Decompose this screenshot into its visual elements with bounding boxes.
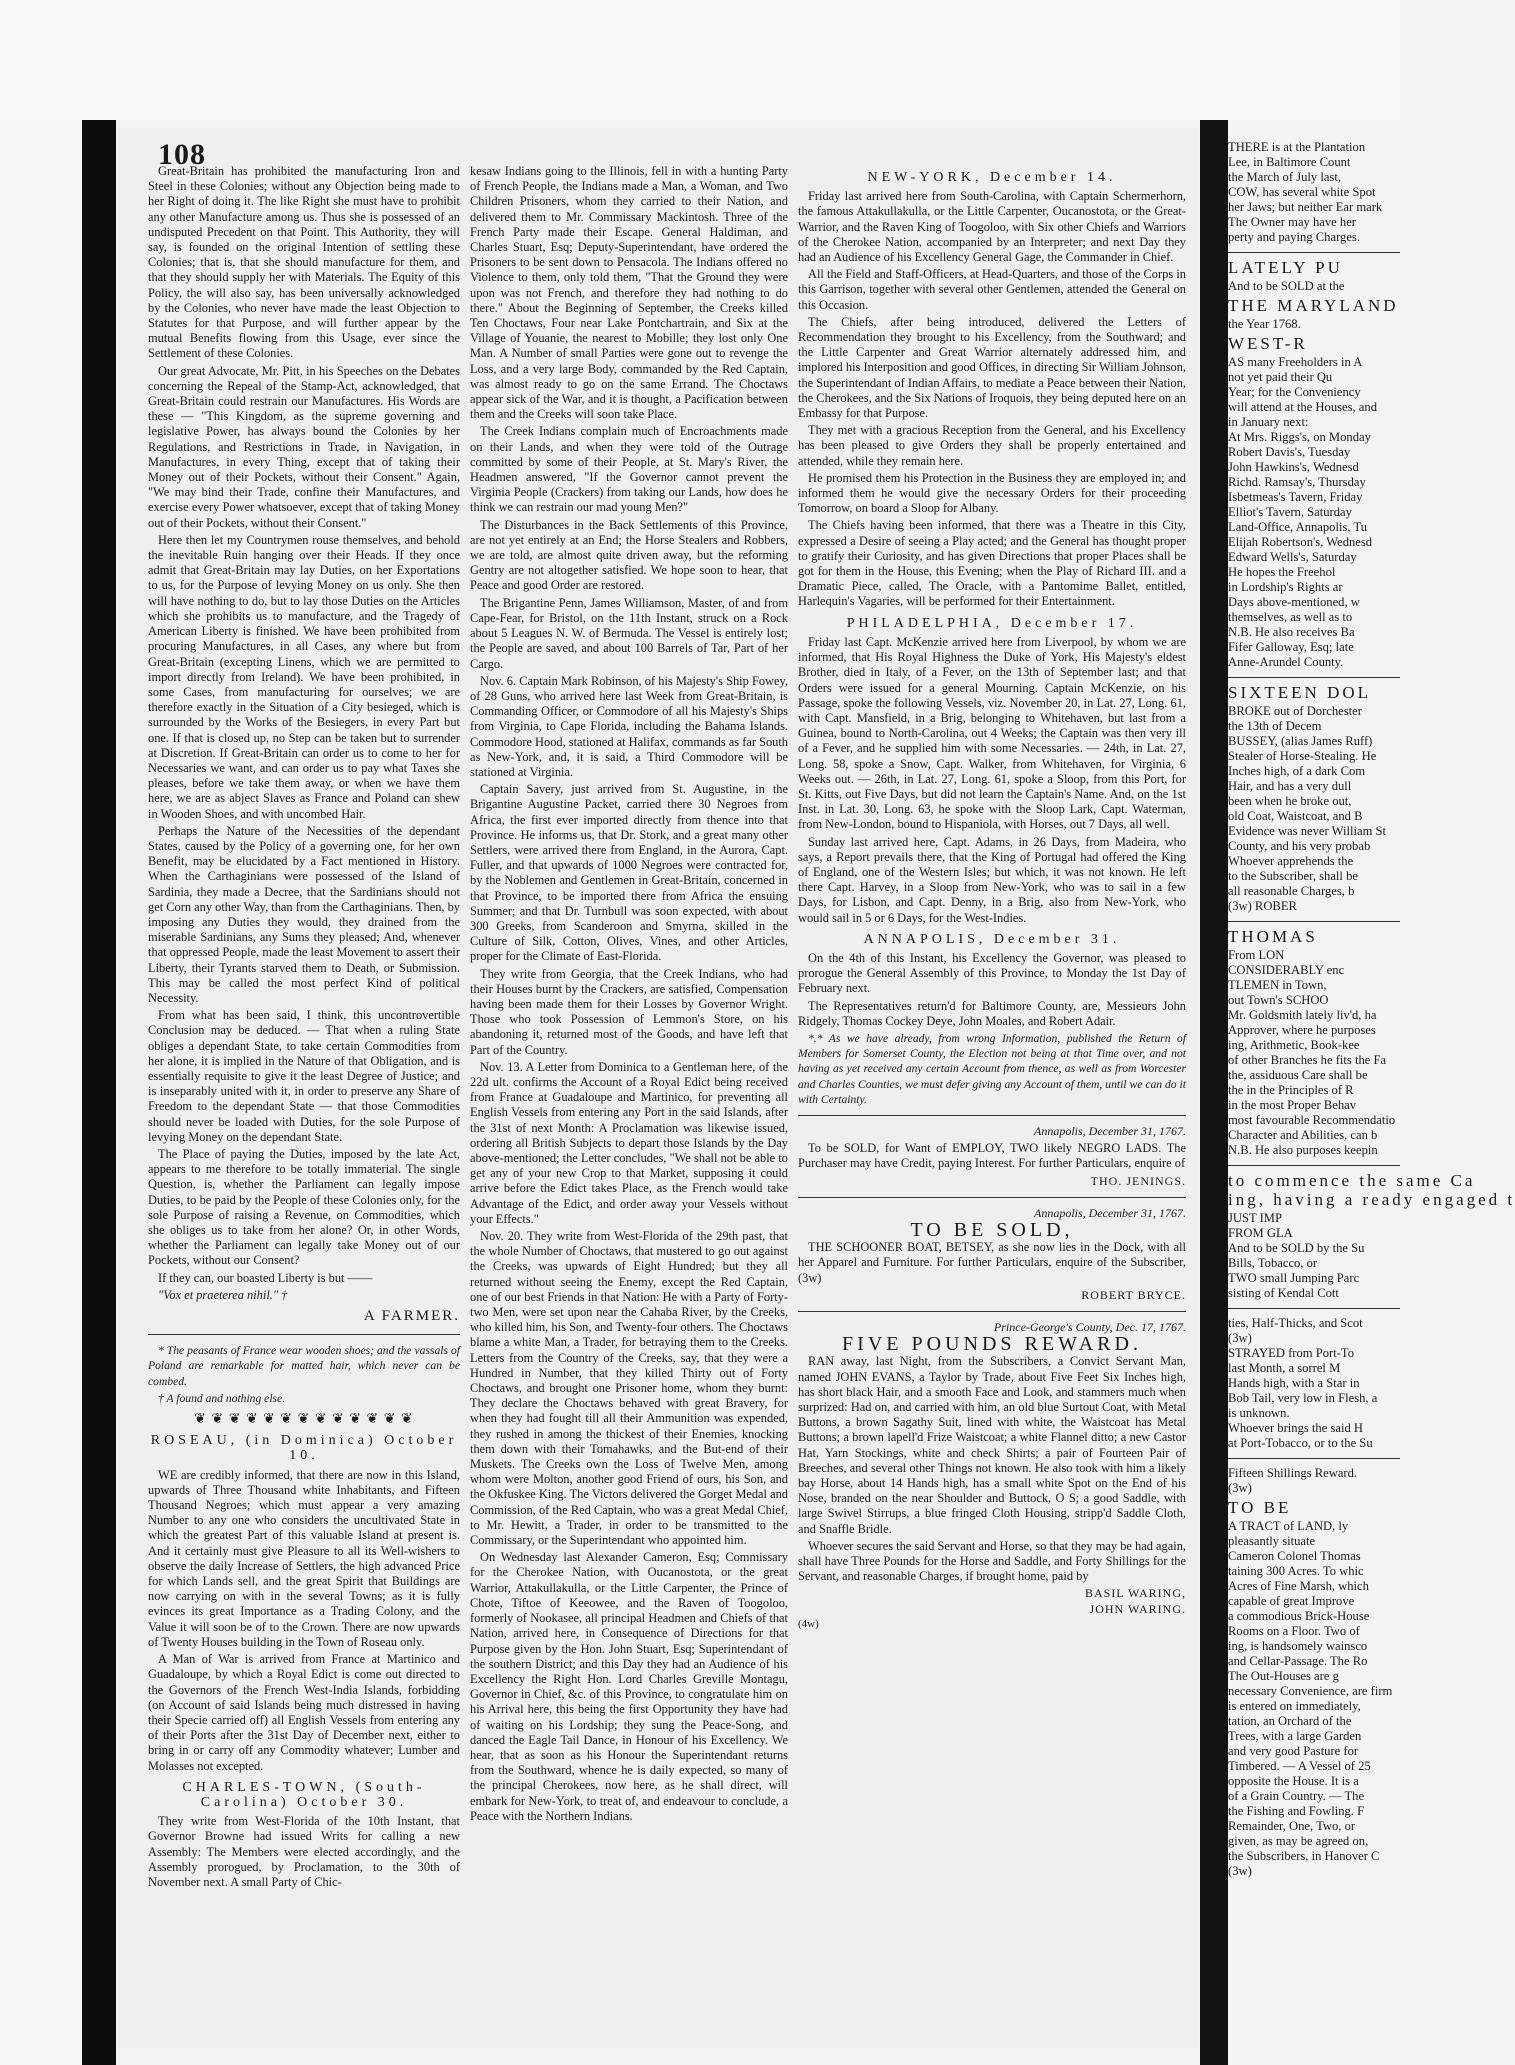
adjacent-page-line: Year; for the Conveniency xyxy=(1228,385,1361,399)
scan-left-margin xyxy=(0,120,82,2065)
adjacent-page-line: ing, Arithmetic, Book-kee xyxy=(1228,1038,1360,1052)
essay-paragraph: Great-Britain has prohibited the manufacturing Iron and Steel in these Colonies; without any Objection being made to her Right of doing it. The like Right she must have to prohibit any other Manufacture among us. Thus she is possessed of an undisputed Precedent on that Point. This Authority, they will say, is founded on the original Intention of settling these Colonies; that is, that she should manufacture for them, and that they should supply her with Materials. The Equity of this Policy, the will also say, has been universally acknowledged by the Colonies, who never have made the least Objection to Statutes for that Purpose, and will further appear by the mutual Benefits flowing from this Usage, ever since the Settlement of these Colonies. xyxy=(148,164,460,361)
adjacent-page-line: ties, Half-Thicks, and Scot xyxy=(1228,1316,1363,1330)
news-paragraph: kesaw Indians going to the Illinois, fell in with a hunting Party of French People, the Indians made a Man, a Woman, and Two Children Prisoners, whom they carried to their Nation, and delivered them to Mr. Commissary Mackintosh. Three of the French Party made their Escape. General Haldiman, and Charles Stuart, Esq; Deputy-Superintendant, have ordered the Prisoners to be sent down to Pensacola. The Indians offered no Violence to them, only told them, "That the Ground they were upon was not French, and therefore they had nothing to do there." About the Beginning of September, the Creeks killed Ten Choctaws, Four near Lake Pontchartrain, and Six at the Village of Youanie, the nearest to Mobille; they lost only One Man. A Number of small Parties were gone out to revenge the Loss, and a very large Body, commanded by the Red Captain, was almost ready to go on the same Errand. The Choctaws appear sick of the War, and it is thought, a Pacification between them and the Creeks will soon take Place. xyxy=(470,164,788,422)
adjacent-page-line: out Town's SCHOO xyxy=(1228,993,1329,1007)
adjacent-page-line: Elliot's Tavern, Saturday xyxy=(1228,505,1352,519)
adjacent-page-line: of other Branches he fits the Fa xyxy=(1228,1053,1387,1067)
adjacent-page-line: Bob Tail, very low in Flesh, a xyxy=(1228,1391,1378,1405)
divider xyxy=(1228,1165,1400,1166)
adjacent-page-line: opposite the House. It is a xyxy=(1228,1774,1359,1788)
news-paragraph: They met with a gracious Reception from the General, and his Excellency has been pleased to give Orders they shall be properly entertained and attended, while they remain here. xyxy=(798,423,1186,468)
adjacent-page-line: Land-Office, Annapolis, Tu xyxy=(1228,520,1367,534)
adjacent-page-line: AS many Freeholders in A xyxy=(1228,355,1363,369)
divider xyxy=(1228,677,1400,678)
adjacent-page-line: WEST-R xyxy=(1228,334,1308,353)
adjacent-page-line: a commodious Brick-House xyxy=(1228,1609,1370,1623)
adjacent-page-line: been when he broke out, xyxy=(1228,794,1352,808)
adjacent-page-line: given, as may be agreed on, xyxy=(1228,1834,1369,1848)
adjacent-page-line: ing, having a ready engaged t xyxy=(1228,1190,1515,1209)
adjacent-page-line: BUSSEY, (alias James Ruff) xyxy=(1228,734,1373,748)
news-paragraph: Nov. 6. Captain Mark Robinson, of his Majesty's Ship Fowey, of 28 Guns, who arrived here last Week from Great-Britain, is Commanding Officer, or Commodore of all his Majesty's Ships from Virginia, to Cape Florida, including the Bahama Islands. Commodore Hood, stationed at Halifax, commands as far South as New-York, and, it is said, a Third Commodore will be stationed at Virginia. xyxy=(470,673,788,779)
adjacent-page-line: the Subscribers, in Hanover C xyxy=(1228,1849,1380,1863)
adjacent-page-line: STRAYED from Port-To xyxy=(1228,1346,1354,1360)
adjacent-page-line: tation, an Orchard of the xyxy=(1228,1714,1352,1728)
news-paragraph: They write from West-Florida of the 10th Instant, that Governor Browne had issued Writs for calling a new Assembly: The Members were elected accordingly, and the Assembly prorogued, by Proclamation, to the 30th of November next. A small Party of Chic- xyxy=(148,1814,460,1889)
ad-date: Prince-George's County, Dec. 17, 1767. xyxy=(993,1320,1186,1335)
adjacent-page-line: Inches high, of a dark Com xyxy=(1228,764,1366,778)
adjacent-page-line: John Hawkins's, Wednesd xyxy=(1228,460,1359,474)
footnote: † A found and nothing else. xyxy=(158,1391,286,1405)
adjacent-page-line: is entered on immediately, xyxy=(1228,1699,1361,1713)
adjacent-page-line: JUST IMP xyxy=(1228,1211,1283,1225)
dateline-roseau: ROSEAU, (in Dominica) October 10. xyxy=(150,1433,458,1464)
adjacent-page-line: THE MARYLAND xyxy=(1228,296,1399,315)
adjacent-page-line: last Month, a sorrel M xyxy=(1228,1361,1341,1375)
dateline-annapolis: ANNAPOLIS, December 31. xyxy=(863,931,1121,947)
adjacent-page-line: Days above-mentioned, w xyxy=(1228,595,1360,609)
adjacent-page-line: Lee, in Baltimore Count xyxy=(1228,155,1351,169)
divider xyxy=(798,1115,1186,1116)
ad-date: Annapolis, December 31, 1767. xyxy=(1034,1205,1186,1220)
news-paragraph: They write from Georgia, that the Creek Indians, who had their Houses burnt by the Crackers, are satisfied, Compensation having been made them for their Losses by Governor Wright. Those who took Possession of Lemmon's Store, on his abandoning it, returned most of the Goods, and have left that Part of the Country. xyxy=(470,966,788,1057)
adjacent-page-line: Hands high, with a Star in xyxy=(1228,1376,1360,1390)
adjacent-page-line: Whoever apprehends the xyxy=(1228,854,1354,868)
adjacent-page-line: Richd. Ramsay's, Thursday xyxy=(1228,475,1366,489)
news-paragraph: The Brigantine Penn, James Williamson, Master, of and from Cape-Fear, for Bristol, on the 11th Instant, struck on a Rock about 5 Leagues N. W. of Bermuda. The Vessel is entirely lost; the People are saved, and about 100 Barrels of Tar, Part of her Cargo. xyxy=(470,595,788,671)
adjacent-page-line: of a Grain Country. — The xyxy=(1228,1789,1365,1803)
adjacent-page-line: THERE is at the Plantation xyxy=(1228,140,1366,154)
adjacent-page-line: Stealer of Horse-Stealing. He xyxy=(1228,749,1377,763)
essay-paragraph: If they can, our boasted Liberty is but —— xyxy=(158,1270,373,1285)
adjacent-page-line: perty and paying Charges. xyxy=(1228,230,1360,244)
adjacent-page-line: TLEMEN in Town, xyxy=(1228,978,1327,992)
adjacent-page-line: He hopes the Freehol xyxy=(1228,565,1336,579)
adjacent-page-line: old Coat, Waistcoat, and B xyxy=(1228,809,1363,823)
adjacent-page-line: County, and his very probab xyxy=(1228,839,1371,853)
advertisement-negro-lads: To be SOLD, for Want of EMPLOY, TWO likely NEGRO LADS. The Purchaser may have Credit, paying Interest. For further Particulars, enquire of xyxy=(798,1141,1186,1171)
essay-paragraph: The Place of paying the Duties, imposed by the late Act, appears to me therefore to be totally immaterial. The single Question, is, whether the Parliament can legally impose Duties, to be paid by the People of these Colonies only, for the sole Purpose of raising a Revenue, on Commodities, which she obliges us to take from her alone? Or, in other Words, whether the Parliament can legally take Money out of our Pockets, without our Consent? xyxy=(148,1147,460,1268)
adjacent-page-line: Fifteen Shillings Reward. xyxy=(1228,1466,1358,1480)
adjacent-page-line: at Port-Tobacco, or to the Su xyxy=(1228,1436,1373,1450)
news-paragraph: Captain Savery, just arrived from St. Augustine, in the Brigantine Augustine Packet, carried there 30 Negroes from Africa, the first ever imported directly from thence into that Province. He informs us, that Dr. Stork, and a great many other Settlers, were arrived there from England, in the Aurora, Capt. Fuller, and that upwards of 1000 Negroes were contracted for, by the Noblemen and Gentlemen in Great-Britain, concerned in that Province, to be imported there from Africa the ensuing Summer; and that Dr. Turnbull was soon expected, with about 300 Greeks, from Scanderoon and Smyrna, skilled in the Culture of Silk, Cotton, Olives, Vines, and other Articles, proper for the Climate of East-Florida. xyxy=(470,782,788,964)
adjacent-page-line: most favourable Recommendatio xyxy=(1228,1113,1396,1127)
news-paragraph: He promised them his Protection in the Business they are employed in; and informed them he would give the necessary Orders for their proceeding Tomorrow, on board a Sloop for Albany. xyxy=(798,470,1186,516)
adjacent-page-line: the Fishing and Fowling. F xyxy=(1228,1804,1365,1818)
news-paragraph: The Disturbances in the Back Settlements of this Province, are not yet entirely at an End; the Horse Stealers and Robbers, we are told, are almost quite driven away, but the reforming Gentry are not altogether satisfied. We hope soon to hear, that Peace and good Order are restored. xyxy=(470,517,788,593)
adjacent-page-line: TO BE xyxy=(1228,1498,1292,1517)
adjacent-page-line: to commence the same Ca xyxy=(1228,1171,1476,1190)
adjacent-page-line: THOMAS xyxy=(1228,927,1318,946)
binding-gutter-right xyxy=(1200,120,1228,2065)
adjacent-page-line: CONSIDERABLY enc xyxy=(1228,963,1345,977)
adjacent-page-line: sisting of Kendal Cott xyxy=(1228,1286,1339,1300)
adjacent-page-line: will attend at the Houses, and xyxy=(1228,400,1377,414)
ad-date: Annapolis, December 31, 1767. xyxy=(1034,1123,1186,1138)
adjacent-page-line: not yet paid their Qu xyxy=(1228,370,1333,384)
news-paragraph: The Representatives return'd for Baltimore County, are, Messieurs John Ridgely, Thomas Cockey Deye, John Moales, and Robert Adair. xyxy=(798,998,1186,1028)
scan-top-margin xyxy=(0,0,1400,120)
essay-quote: "Vox et praeterea nihil." † xyxy=(158,1287,288,1302)
adjacent-page-line: Whoever brings the said H xyxy=(1228,1421,1363,1435)
adjacent-page-line: Hair, and has a very dull xyxy=(1228,779,1352,793)
divider xyxy=(798,1311,1186,1312)
adjacent-page-line: Robert Davis's, Tuesday xyxy=(1228,445,1351,459)
adjacent-page-line: At Mrs. Riggs's, on Monday xyxy=(1228,430,1371,444)
adjacent-page-line: taining 300 Acres. To whic xyxy=(1228,1564,1364,1578)
adjacent-page-line: The Out-Houses are g xyxy=(1228,1669,1339,1683)
dateline-charlestown: CHARLES-TOWN, (South-Carolina) October 30. xyxy=(182,1779,426,1810)
adjacent-page-line: Cameron Colonel Thomas xyxy=(1228,1549,1361,1563)
news-paragraph: Sunday last arrived here, Capt. Adams, in 26 Days, from Madeira, who says, a Report prevails there, that the King of Portugal had offered the King of England, one of the Western Isles; but which, it was not known. He left there Capt. Harvey, in a Sloop from New-York, who was to sail in a few Days, for Lisbon, and Capt. Denny, in a Brig, also from New-York, who would sail in 5 or 6 Days, for the West-Indies. xyxy=(798,834,1186,925)
column-3 xyxy=(798,164,1186,1632)
ad-signature: JOHN WARING. xyxy=(1089,1601,1186,1616)
adjacent-page-line: (3w) xyxy=(1228,1864,1252,1878)
news-paragraph: Nov. 20. They write from West-Florida of the 29th past, that the whole Number of Choctaws, that mustered to go out against the Creeks, was upwards of Eight Hundred; but they all returned without seeing the Enemy, except the Red Captain, one of our best Friends in that Nation: He with a Party of Forty-two Men, were set upon near the Cahaba River, by the Creeks, who killed him, his Son, and Twenty-four others. The Choctaws blame a white Man, a Trader, for betraying them to the Creeks. Letters from the Country of the Creeks, say, that they were a Hundred in Number, that they killed Thirty out of Forty Choctaws, and brought one Prisoner home, whom they burnt: They declare the Choctaws behaved with great Bravery, for when they had fought till all their Ammunition was expended, they rushed in among the thickest of their Enemies, knocking them down with their Tomahawks, and the But-end of their Muskets. The Creeks own the Loss of Twelve Men, among whom were Molton, another good Friend of ours, his Son, and the Okfuskee King. The Victors delivered the Gorget Medal and Commission, of the Red Captain, who was a great Medal Chief, to Mr. Hewitt, a Trader, in order to be transmitted to the Commissary, or the Superintendant who appointed him. xyxy=(470,1229,788,1548)
adjacent-page-line: the Year 1768. xyxy=(1228,317,1301,331)
news-paragraph: Friday last arrived here from South-Carolina, with Captain Schermerhorn, the famous Attakullakulla, or the Little Carpenter, Oucanostota, or the Great-Warrior, and the Raven King of Toogoloo, with Six other Chiefs and Warriors of the Cherokee Nation, accompanied by an Interpreter; and next Day they had an Audience of his Excellency General Gage, the Commander in Chief. xyxy=(798,189,1186,265)
news-paragraph: WE are credibly informed, that there are now in this Island, upwards of Three Thousand white Inhabitants, and Fifteen Thousand Negroes; which must appear a very amazing Number to any one who considers the uncultivated State in which the greatest Part of this valuable Island at present is. And it certainly must give Pleasure to all its Well-wishers to observe the daily Increase of Settlers, the high advanced Price for which Lands sell, and the great Spirit that Buildings are now carrying on with in the several Towns; as it is fully evinces its great Importance as a Trading Colony, and the Value it will soon be of to the Crown. There are now upwards of Twenty Houses building in the Town of Roseau only. xyxy=(148,1467,460,1649)
adjacent-page-line: (3w) xyxy=(1228,1481,1252,1495)
essay-paragraph: Our great Advocate, Mr. Pitt, in his Speeches on the Debates concerning the Repeal of the Stamp-Act, acknowledged, that Great-Britain could restrain our Manufactures. His Words are these — "This Kingdom, as the supreme governing and legislative Power, has always bound the Colonies by her Regulations, and Restrictions in Trade, in Navigation, in Manufactures, in every Thing, except that of taking their Money out of their Pockets, without their Consent." Again, "We may bind their Trade, confine their Manufactures, and exercise every Power whatsoever, except that of taking Money out of their Pockets, without their Consent." xyxy=(148,363,460,530)
advertisement-runaway: Whoever secures the said Servant and Horse, so that they may be had again, shall have Three Pounds for the Horse and Saddle, and Forty Shillings for the Servant, and reasonable Charges, if brought home, paid by xyxy=(798,1538,1186,1584)
adjacent-page-line: The Owner may have her xyxy=(1228,215,1356,229)
adjacent-page-line: the in the Principles of R xyxy=(1228,1083,1354,1097)
adjacent-page-line: And to be SOLD at the xyxy=(1228,279,1345,293)
adjacent-page-line: Character and Abilities, can b xyxy=(1228,1128,1378,1142)
editor-note: *.* As we have already, from wrong Information, published the Return of Members for Somerset County, the Election not being at that Time over, and not having as yet received any certain Account from thence, as well as from Worcester and Charles Counties, we must defer giving any Account of them, until we can do it with Certainty. xyxy=(798,1031,1186,1106)
adjacent-page-line: the, assiduous Care shall be xyxy=(1228,1068,1368,1082)
binding-gutter-left xyxy=(82,120,116,2065)
adjacent-page-line: N.B. He also purposes keepin xyxy=(1228,1143,1378,1157)
adjacent-page-line: Timbered. — A Vessel of 25 xyxy=(1228,1759,1371,1773)
ad-signature: BASIL WARING, xyxy=(1084,1586,1186,1601)
adjacent-page-line: Evidence was never William St xyxy=(1228,824,1387,838)
adjacent-page-line: pleasantly situate xyxy=(1228,1534,1316,1548)
ad-signature: THO. JENINGS. xyxy=(1090,1173,1186,1188)
adjacent-page-fragment xyxy=(1228,140,1515,1879)
adjacent-page-line: her Jaws; but neither Ear mark xyxy=(1228,200,1383,214)
news-paragraph: Nov. 13. A Letter from Dominica to a Gentleman here, of the 22d ult. confirms the Account of a Royal Edict being received from France at Guadaloupe and Martinico, for preventing all English Vessels from entering any Port in the said Islands, after the 31st of next Month: A Proclamation was likewise issued, ordering all British Subjects to depart those Islands by the Day above-mentioned; the Letter concludes, "We shall not be able to get any of your new Crop to that Market, supposing it could arrive before the Edict takes Place, as the French would take Advantage of the Edict, and order away your Vessels without your Effects." xyxy=(470,1059,788,1226)
adjacent-page-line: Trees, with a large Garden xyxy=(1228,1729,1362,1743)
news-paragraph: The Chiefs, after being introduced, delivered the Letters of Recommendation they brought to his Excellency, from the Southward; and the Little Carpenter and Great Warrior alternately addressed him, and implored his Interposition and good Offices, in directing Sir William Johnson, the Superintendant of Indian Affairs, to mediate a Peace between their Nation, the Cherokees, and the Six Nations of Iroquois, they being deputed here on an Embassy for that Purpose. xyxy=(798,314,1186,421)
news-paragraph: The Creek Indians complain much of Encroachments made on their Lands, and when they were told of the Outrage committed by some of their People, at St. Mary's River, the Headmen answered, "If the Governor cannot prevent the Virginia People (Crackers) from taking our Lands, how does he think we can restrain our mad young Men?" xyxy=(470,424,788,515)
adjacent-page-line: SIXTEEN DOL xyxy=(1228,683,1372,702)
column-1 xyxy=(148,164,460,1892)
adjacent-page-line: (3w) xyxy=(1228,1331,1252,1345)
adjacent-page-line: Mr. Goldsmith lately liv'd, ha xyxy=(1228,1008,1377,1022)
adjacent-page-line: N.B. He also receives Ba xyxy=(1228,625,1355,639)
adjacent-page-line: the 13th of Decem xyxy=(1228,719,1322,733)
ad-heading: FIVE POUNDS REWARD. xyxy=(842,1333,1142,1356)
adjacent-page-line: all reasonable Charges, b xyxy=(1228,884,1355,898)
footnote: * The peasants of France wear wooden shoes; and the vassals of Poland are remarkable for matted hair, which never can be combed. xyxy=(148,1344,460,1388)
adjacent-page-line: Approver, where he purposes xyxy=(1228,1023,1376,1037)
adjacent-page-line: the March of July last, xyxy=(1228,170,1341,184)
advertisement-schooner: THE SCHOONER BOAT, BETSEY, as she now lies in the Dock, with all her Apparel and Furniture. For further Particulars, enquire of the Subscriber, (3w) xyxy=(798,1240,1186,1285)
adjacent-page-line: Isbetmeas's Tavern, Friday xyxy=(1228,490,1363,504)
adjacent-page-line: LATELY PU xyxy=(1228,258,1343,277)
adjacent-page-line: Acres of Fine Marsh, which xyxy=(1228,1579,1369,1593)
adjacent-page-line: and very good Pasture for xyxy=(1228,1744,1359,1758)
divider xyxy=(1228,921,1400,922)
divider xyxy=(798,1197,1186,1198)
news-paragraph: The Chiefs having been informed, that there was a Theatre in this City, expressed a Desire of seeing a Play acted; and the General has thought proper to gratify their Curiosity, and has given Directions that proper Places shall be got for them in the House, this Evening; when the Play of Richard III. and a Dramatic Piece, called, The Oracle, with a Pantomime Ballet, entitled, Harlequin's Vagaries, will be performed for their Entertainment. xyxy=(798,518,1186,609)
adjacent-page-line: themselves, as well as to xyxy=(1228,610,1353,624)
news-paragraph: On the 4th of this Instant, his Excellency the Governor, was pleased to prorogue the General Assembly of this Province, to Monday the 1st Day of February next. xyxy=(798,950,1186,996)
ad-signature: ROBERT BRYCE. xyxy=(1081,1287,1186,1302)
dateline-philadelphia: PHILADELPHIA, December 17. xyxy=(846,615,1138,631)
adjacent-page-line: From LON xyxy=(1228,948,1285,962)
adjacent-page-line: Anne-Arundel County. xyxy=(1228,655,1344,669)
adjacent-page-line: COW, has several white Spot xyxy=(1228,185,1376,199)
news-paragraph: On Wednesday last Alexander Cameron, Esq; Commissary for the Cherokee Nation, with Oucanostota, or the great Warrior, Attakullakulla, or the Little Carpenter, the Prince of Chote, Tiftoe of Keeowee, and the Raven of Toogoloo, formerly of Nookasee, all principal Headmen and Chiefs of that Nation, arrived here, in Consequence of Directions for that Purpose given by the Hon. John Stuart, Esq; Superintendant of the southern District; and this Day they had an Audience of his Excellency the Right Hon. Lord Charles Greville Montagu, Governor in Chief, &c. of this Province, to congratulate him on his Arrival here, this being the first Opportunity they have had of waiting on his Lordship; they sung the Peace-Song, and danced the Eagle Tail Dance, in Honour of his Excellency. We hear, that as soon as his Honour the Superintendant returns from the Southward, whence he is daily expected, so many of the principal Cherokees, now here, as he shall direct, will embark for New-York, to treat of, and endeavour to conclude, a Peace with the Northern Indians. xyxy=(470,1550,788,1823)
column-2 xyxy=(470,164,788,1826)
adjacent-page-line: and Cellar-Passage. The Ro xyxy=(1228,1654,1368,1668)
adjacent-page-line: is unknown. xyxy=(1228,1406,1290,1420)
adjacent-page-line: in the most Proper Behav xyxy=(1228,1098,1357,1112)
divider xyxy=(1228,1308,1400,1309)
essay-paragraph: Here then let my Countrymen rouse themselves, and behold the inevitable Ruin hanging over their Heads. If they once admit that Great-Britain may lay Duties, on her Exportations to us, for the Purpose of levying Money on us only. She then will have nothing to do, but to lay those Duties on the Articles which she prohibits us to manufacture, and the Tragedy of American Liberty is finished. We have been prohibited from procuring Manufactures, in all Cases, any where but from Great-Britain (excepting Linens, which we are permitted to import directly from Ireland). We have been prohibited, in some Cases, from manufacturing for ourselves; we are therefore exactly in the Situation of a City besieged, which is surrounded by the Works of the Besiegers, in every Part but one. If that is closed up, no Step can be taken but to surrender at Discretion. If Great-Britain can order us to come to her for Necessaries we want, and can order us to pay what Taxes she pleases, before we take them away, or when we have them here, we are as abject Slaves as France and Poland can shew in Wooden Shoes, and with uncombed Hair. xyxy=(148,532,460,821)
adjacent-page-line: Rooms on a Floor. Two of xyxy=(1228,1624,1360,1638)
adjacent-page-line: to the Subscriber, shall be xyxy=(1228,869,1358,883)
divider xyxy=(1228,1458,1400,1459)
adjacent-page-line: BROKE out of Dorchester xyxy=(1228,704,1362,718)
adjacent-page-line: in January next: xyxy=(1228,415,1309,429)
news-paragraph: Friday last Capt. McKenzie arrived here from Liverpool, by whom we are informed, that His Royal Highness the Duke of York, His Majesty's eldest Brother, died in Italy, of a Fever, on the 13th of September last; and that Orders were issued for a general Mourning. Captain McKenzie, on his Passage, spoke the following Vessels, viz. November 20, in Lat. 27, Long. 61, with Capt. Mansfield, in a Brig, belonging to Whitehaven, but last from a Guinea, bound to North-Carolina, out 4 Weeks; the Captain was then very ill of a Fever, and he supplied him with some Necessaries. — 24th, in Lat. 27, Long. 58, spoke a Snow, Capt. Walker, from Whitehaven, for Virginia, 6 Weeks out. — 26th, in Lat. 27, Long. 61, spoke a Sloop, from this Port, for St. Kitts, out Five Days, but did not learn the Captain's Name. And, on the 1st Inst. in Lat. 30, Long. 63, he spoke with the Sloop Lark, Capt. Waterman, from New-London, bound to Hispaniola, with Horses, out 7 Days, all well. xyxy=(798,634,1186,832)
adjacent-page-line: Bills, Tobacco, or xyxy=(1228,1256,1318,1270)
adjacent-page-line: TWO small Jumping Parc xyxy=(1228,1271,1360,1285)
adjacent-page-line: Remainder, One, Two, or xyxy=(1228,1819,1356,1833)
adjacent-page-line: A TRACT of LAND, ly xyxy=(1228,1519,1349,1533)
insertion-mark: (4w) xyxy=(798,1617,819,1630)
advertisement-runaway: RAN away, last Night, from the Subscribers, a Convict Servant Man, named JOHN EVANS, a Taylor by Trade, about Five Feet Six Inches high, has short black Hair, and a smooth Face and Look, and stammers much when surprized: Had on, and carried with him, an old blue Surtout Coat, with Metal Buttons, a brown Sagathy Suit, lined with white, the Waistcoat has Metal Buttons; a brown lapell'd Frize Waistcoat; a white Flannel ditto; a new Castor Hat, Yarn Stockings, white and check Shirts; a pair of Fourteen Pair of Breeches, and several other Things not known. He also took with him a likely bay Horse, about 14 Hands high, has a small white Spot on the End of his Nose, branded on the near Shoulder and Buttock, O S; a good Saddle, with large Swivel Stirrups, a blue fringed Cloth Housing, stripp'd Saddle Cloth, and Snaffle Bridle. xyxy=(798,1354,1186,1536)
ad-heading: TO BE SOLD, xyxy=(910,1219,1074,1241)
news-paragraph: A Man of War is arrived from France at Martinico and Guadaloupe, by which a Royal Edict is come out directed to the Governors of the French West-India Islands, forbidding (on Account of said Islands being much distressed in having their Specie carried off) all English Vessels from entering any of their Ports after the 31st Day of December next, either to bring in or carry off any Commodity whatever; Lumber and Molasses not excepted. xyxy=(148,1652,460,1773)
page-number: 108 xyxy=(158,138,206,171)
ornament-divider: ❦ ❦ ❦ ❦ ❦ ❦ ❦ ❦ ❦ ❦ ❦ ❦ ❦ xyxy=(194,1412,414,1428)
essay-paragraph: From what has been said, I think, this uncontrovertible Conclusion may be deduced. — That when a ruling State obliges a dependant State, to take certain Commodities from her alone, it is implied in the Nature of that Obligation, and is essentially requisite to give it the least Degree of Justice; and is inseparably united with it, in order to preserve any Share of Freedom to the dependant State — that those Commodities should never be loaded with Duties, for the sole Purpose of levying Money on the dependant State. xyxy=(148,1008,460,1144)
adjacent-page-line: in Lordship's Rights ar xyxy=(1228,580,1343,594)
news-paragraph: All the Field and Staff-Officers, at Head-Quarters, and those of the Corps in this Garrison, together with several other Gentlemen, attended the General on this Occasion. xyxy=(798,267,1186,312)
divider xyxy=(1228,252,1400,253)
adjacent-page-line: Edward Wells's, Saturday xyxy=(1228,550,1357,564)
divider xyxy=(148,1334,460,1335)
essay-paragraph: Perhaps the Nature of the Necessities of the dependant States, caused by the Policy of a governing one, for her own Benefit, may be elucidated by a Fact mentioned in History. When the Carthaginians were possessed of the Island of Sardinia, they made a Decree, that the Sardinians should not get Corn any other Way, than from the Carthaginians. Then, by imposing any Duties they would, they drained from the miserable Sardinians, any Sums they pleased; And, whenever that oppressed People, made the least Movement to assert their Liberty, their Tyrants starved them to Death, or Submission. This may be called the most perfect Kind of political Necessity. xyxy=(148,823,460,1005)
adjacent-page-line: ing, is handsomely wainsco xyxy=(1228,1639,1368,1653)
dateline-new-york: NEW-YORK, December 14. xyxy=(867,170,1117,185)
adjacent-page-line: necessary Convenience, are firm xyxy=(1228,1684,1393,1698)
adjacent-page-line: And to be SOLD by the Su xyxy=(1228,1241,1365,1255)
adjacent-page-line: Elijah Robertson's, Wednesd xyxy=(1228,535,1373,549)
adjacent-page-line: Fifer Galloway, Esq; late xyxy=(1228,640,1354,654)
newspaper-page xyxy=(118,128,1198,2048)
adjacent-page-line: (3w) ROBER xyxy=(1228,899,1297,913)
adjacent-page-line: FROM GLA xyxy=(1228,1226,1293,1240)
essay-signature: A FARMER. xyxy=(363,1308,460,1325)
adjacent-page-line: capable of great Improve xyxy=(1228,1594,1355,1608)
